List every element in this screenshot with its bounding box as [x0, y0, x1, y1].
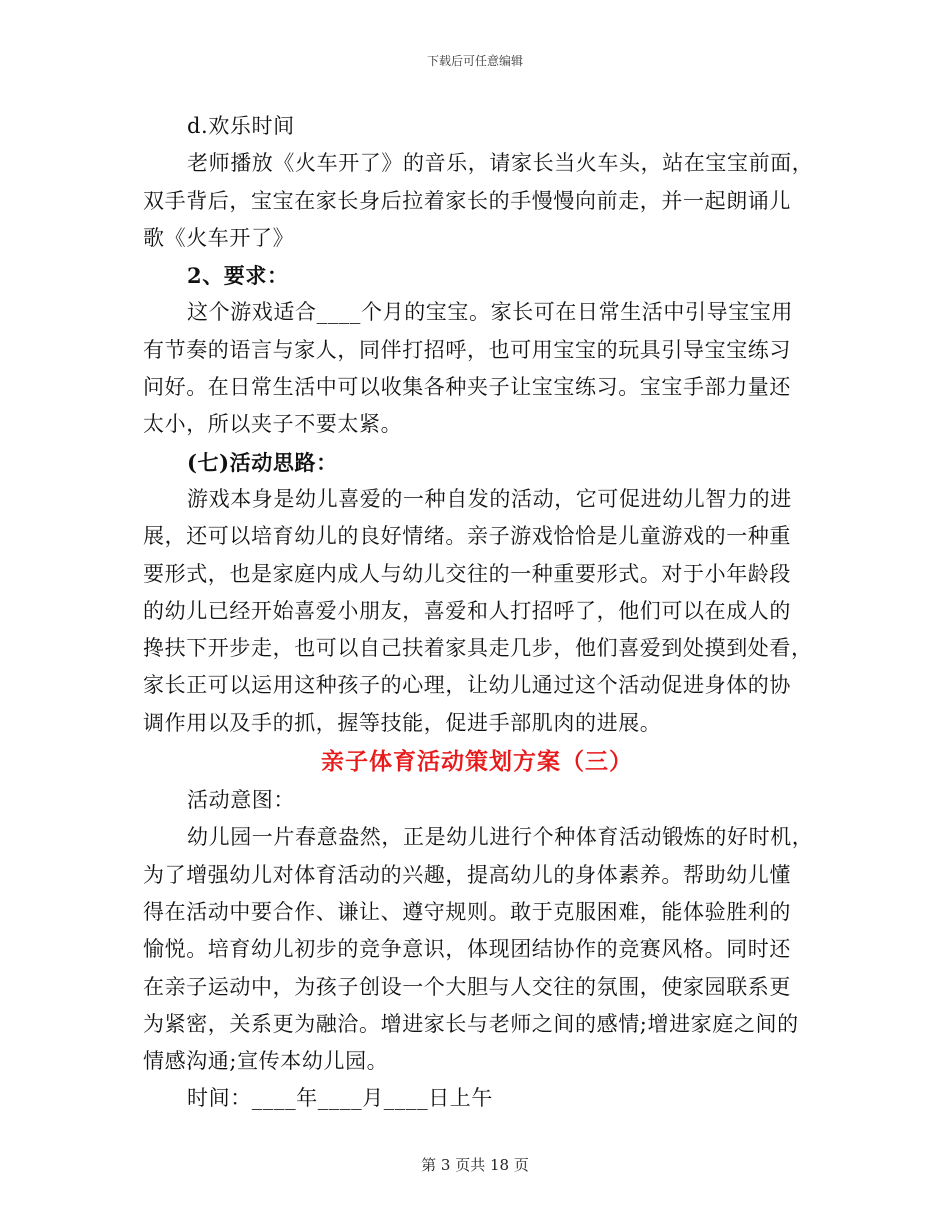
paragraph-line: 调作用以及手的抓，握等技能，促进手部肌肉的进展。 — [143, 710, 662, 735]
subheading-activity-idea: (七)活动思路： — [187, 449, 338, 475]
paragraph-line: 情感沟通;宣传本幼儿园。 — [143, 1049, 389, 1074]
paragraph-line: 游戏本身是幼儿喜爱的一种自发的活动，它可促进幼儿智力的进 — [187, 486, 792, 511]
paragraph-line: 要形式，也是家庭内成人与幼儿交往的一种重要形式。对于小年龄段 — [143, 561, 791, 586]
paragraph-line: 为了增强幼儿对体育活动的兴趣，提高幼儿的身体素养。帮助幼儿懂 — [143, 862, 791, 887]
paragraph-line: 太小，所以夹子不要太紧。 — [143, 412, 403, 437]
paragraph-line: 展，还可以培育幼儿的良好情绪。亲子游戏恰恰是儿童游戏的一种重 — [143, 524, 791, 549]
paragraph-line: 得在活动中要合作、谦让、遵守规则。敢于克服困难，能体验胜利的 — [143, 899, 791, 924]
section-title: 亲子体育活动策划方案（三） — [321, 748, 633, 776]
paragraph-line: 歌《火车开了》 — [143, 225, 295, 250]
time-line: 时间：____年____月____日上午 — [187, 1086, 493, 1111]
paragraph-line: 在亲子运动中，为孩子创设一个大胆与人交往的氛围，使家园联系更 — [143, 974, 791, 999]
paragraph-line: 问好。在日常生活中可以收集各种夹子让宝宝练习。宝宝手部力量还 — [143, 375, 791, 400]
subheading-activity-intent: 活动意图： — [187, 788, 295, 813]
paragraph-line: 双手背后，宝宝在家长身后拉着家长的手慢慢向前走，并一起朗诵儿 — [143, 188, 791, 213]
paragraph-line: 为紧密，关系更为融洽。增进家长与老师之间的感情;增进家庭之间的 — [143, 1011, 799, 1036]
paragraph-line: 有节奏的语言与家人，同伴打招呼，也可用宝宝的玩具引导宝宝练习 — [143, 337, 791, 362]
page-header: 下载后可任意编辑 — [426, 54, 523, 68]
page-footer: 第 3 页共 18 页 — [421, 1156, 529, 1174]
paragraph-line: 搀扶下开步走，也可以自己扶着家具走几步，他们喜爱到处摸到处看， — [143, 636, 813, 661]
subheading-happy-time: d.欢乐时间 — [187, 114, 295, 138]
subheading-requirements: 2、要求： — [187, 263, 289, 289]
paragraph-line: 愉悦。培育幼儿初步的竞争意识，体现团结协作的竞赛风格。同时还 — [143, 937, 791, 962]
paragraph-line: 的幼儿已经开始喜爱小朋友，喜爱和人打招呼了，他们可以在成人的 — [143, 598, 791, 623]
paragraph-line: 这个游戏适合____个月的宝宝。家长可在日常生活中引导宝宝用 — [187, 300, 793, 325]
paragraph-line: 家长正可以运用这种孩子的心理，让幼儿通过这个活动促进身体的协 — [143, 673, 791, 698]
document-body — [143, 108, 814, 1118]
paragraph-line: 老师播放《火车开了》的音乐，请家长当火车头，站在宝宝前面， — [187, 151, 814, 176]
paragraph-line: 幼儿园一片春意盎然，正是幼儿进行个种体育活动锻炼的好时机， — [187, 825, 814, 850]
